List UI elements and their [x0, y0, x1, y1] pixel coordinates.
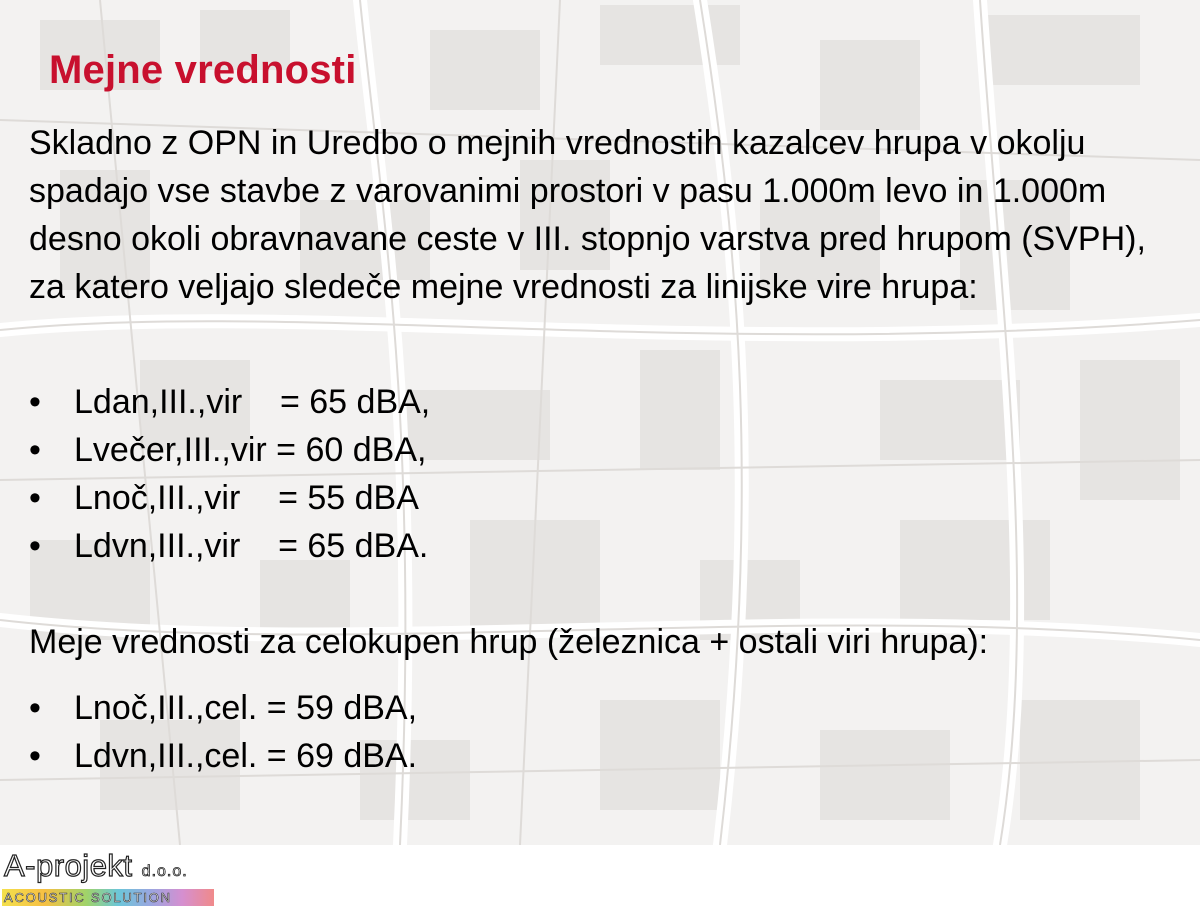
logo-suffix: d.o.o. — [141, 863, 188, 880]
limit-ldvn-total: Ldvn,III.,cel. = 69 dBA. — [74, 737, 418, 775]
line-source-limits-list — [29, 378, 430, 570]
company-logo — [2, 847, 214, 906]
logo-wordmark — [4, 847, 188, 891]
footer — [0, 845, 1200, 906]
list-item — [29, 474, 430, 522]
list-item — [29, 426, 430, 474]
limit-ldan: Ldan,III.,vir = 65 dBA, — [74, 383, 431, 421]
bullet-glyph: • — [29, 431, 41, 469]
limit-lnoc: Lnoč,III.,vir = 55 dBA — [74, 479, 419, 517]
list-item — [29, 378, 430, 426]
bullet-glyph: • — [29, 527, 41, 565]
total-noise-limits-list — [29, 684, 417, 780]
limit-lvecer: Lvečer,III.,vir = 60 dBA, — [74, 431, 427, 469]
logo-tagline-strip — [2, 889, 214, 906]
slide-title: Mejne vrednosti — [49, 48, 357, 92]
list-item — [29, 732, 417, 780]
bullet-glyph: • — [29, 479, 41, 517]
logo-name: A-projekt — [4, 848, 133, 883]
logo-tagline: ACOUSTIC SOLUTION — [4, 890, 172, 905]
limit-ldvn: Ldvn,III.,vir = 65 dBA. — [74, 527, 429, 565]
bullet-glyph: • — [29, 737, 41, 775]
total-noise-heading: Meje vrednosti za celokupen hrup (železnica + ostali viri hrupa): — [29, 623, 989, 661]
list-item — [29, 684, 417, 732]
bullet-glyph: • — [29, 689, 41, 727]
bullet-glyph: • — [29, 383, 41, 421]
list-item — [29, 522, 430, 570]
limit-lnoc-total: Lnoč,III.,cel. = 59 dBA, — [74, 689, 418, 727]
intro-paragraph: Skladno z OPN in Uredbo o mejnih vrednostih kazalcev hrupa v okolju spadajo vse stavbe z varovanimi prostori v pasu 1.000m levo in 1.000m desno okoli obravnavane ceste v III. stopnjo varstva pred hrupom (SVPH), za katero veljajo sledeče mejne vrednosti za linijske vire hrupa: — [29, 124, 1146, 306]
